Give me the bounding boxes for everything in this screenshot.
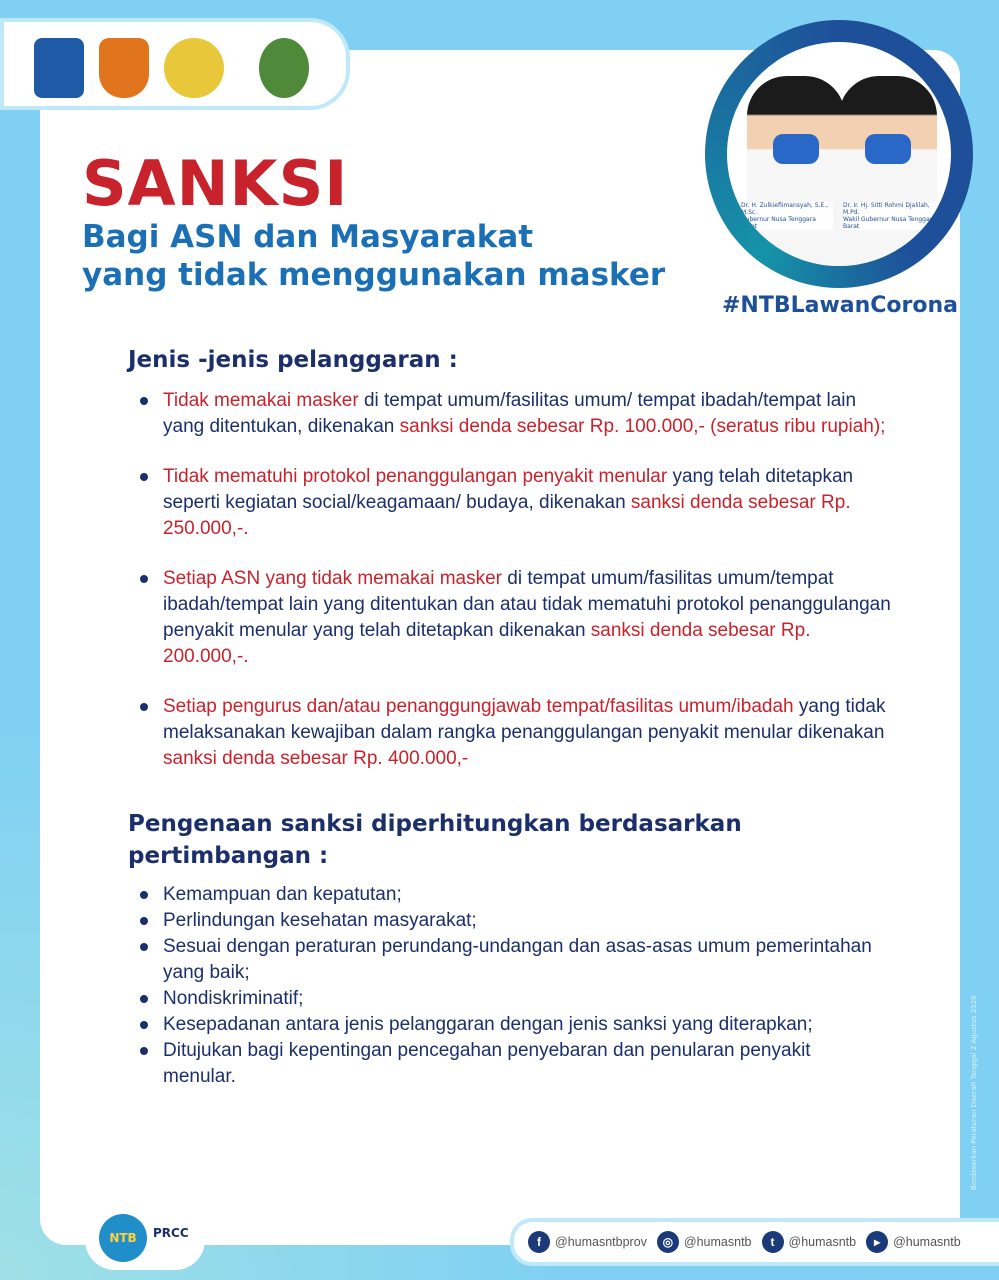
violation-item [140, 566, 900, 670]
governor-name: Dr. H. Zulkieflimansyah, S.E., M.Sc. [741, 202, 829, 216]
highlight-text: Tidak mematuhi protokol penanggulangan penyakit menular [163, 466, 668, 487]
highlight-text: Setiap pengurus dan/atau penanggungjawab tempat/fasilitas umum/ibadah [163, 696, 794, 717]
social-facebook[interactable] [528, 1231, 647, 1253]
social-twitter[interactable] [762, 1231, 857, 1253]
subtitle-line-1: Bagi ASN dan Masyarakat [82, 219, 534, 255]
violation-item [140, 694, 900, 772]
highlight-text: sanksi denda sebesar Rp. 100.000,- (seratus ribu rupiah); [399, 416, 886, 437]
list-item: Ditujukan bagi kepentingan pencegahan penyebaran dan penularan penyakit menular. [140, 1038, 880, 1090]
instagram-icon: ◎ [657, 1231, 679, 1253]
body-text: yang tidak melaksanakan kewajiban dalam rangka penanggulangan penyakit menular dikenakan [163, 696, 886, 743]
prosecutor-logo [259, 38, 309, 98]
legal-basis-note: Berdasarkan Peraturan Daerah Tanggal 2 Agustus 2020 [970, 995, 978, 1190]
highlight-text: sanksi denda sebesar Rp. 200.000,-. [163, 620, 811, 667]
social-youtube[interactable] [866, 1231, 961, 1253]
considerations-heading: Pengenaan sanksi diperhitungkan berdasarkan pertimbangan : [128, 811, 742, 869]
logo-strip [0, 18, 350, 110]
list-item: Kesepadanan antara jenis pelanggaran dengan jenis sanksi yang diterapkan; [140, 1012, 880, 1038]
ntb-logo: NTB [99, 1214, 147, 1262]
violation-item [140, 464, 900, 542]
social-handle: @humasntbprov [555, 1235, 647, 1249]
considerations-list [140, 882, 880, 1090]
highlight-text: Setiap ASN yang tidak memakai masker [163, 568, 502, 589]
body-text: di tempat umum/fasilitas umum/tempat ibadah/tempat lain yang ditentukan dan atau tidak mematuhi protokol penanggulangan penyakit menular yang telah ditetapkan dikenakan [163, 568, 891, 641]
list-item: Nondiskriminatif; [140, 986, 880, 1012]
list-item: Perlindungan kesehatan masyarakat; [140, 908, 880, 934]
facebook-icon: f [528, 1231, 550, 1253]
violations-list [140, 388, 900, 796]
list-item: Sesuai dengan peraturan perundang-undangan dan asas-asas umum pemerintahan yang baik; [140, 934, 880, 986]
vice-governor-name: Dr. Ir. Hj. Sitti Rohmi Djalilah, M.Pd. [843, 202, 930, 216]
list-item: Kemampuan dan kepatutan; [140, 882, 880, 908]
social-bar [510, 1218, 999, 1266]
page-title: SANKSI [82, 147, 349, 220]
social-handle: @humasntb [893, 1235, 961, 1249]
body-text: di tempat umum/fasilitas umum/ tempat ibadah/tempat lain yang ditentukan, dikenakan [163, 390, 857, 437]
highlight-text: sanksi denda sebesar Rp. 250.000,-. [163, 492, 851, 539]
highlight-text: Tidak memakai masker [163, 390, 359, 411]
subtitle-line-2: yang tidak menggunakan masker [82, 257, 666, 293]
youtube-icon: ▸ [866, 1231, 888, 1253]
governor-role: Gubernur Nusa Tenggara Barat [741, 216, 816, 230]
footer-logos [85, 1208, 205, 1270]
highlight-text: sanksi denda sebesar Rp. 400.000,- [163, 748, 469, 769]
body-text: yang telah ditetapkan seperti kegiatan social/keagamaan/ budaya, dikenakan [163, 466, 854, 513]
vice-governor-role: Wakil Gubernur Nusa Tenggara Barat [843, 216, 936, 230]
main-content [82, 147, 922, 1090]
hashtag: #NTBLawanCorona [721, 293, 959, 318]
violation-item [140, 388, 900, 440]
police-logo [99, 38, 149, 98]
prcc-logo: PRCC [153, 1226, 189, 1240]
social-instagram[interactable] [657, 1231, 752, 1253]
violations-heading: Jenis -jenis pelanggaran : [128, 347, 458, 373]
social-handle: @humasntb [788, 1235, 857, 1249]
ntb-province-logo [34, 38, 84, 98]
military-logo [164, 38, 224, 98]
twitter-icon: t [762, 1231, 784, 1253]
social-handle: @humasntb [683, 1235, 752, 1249]
